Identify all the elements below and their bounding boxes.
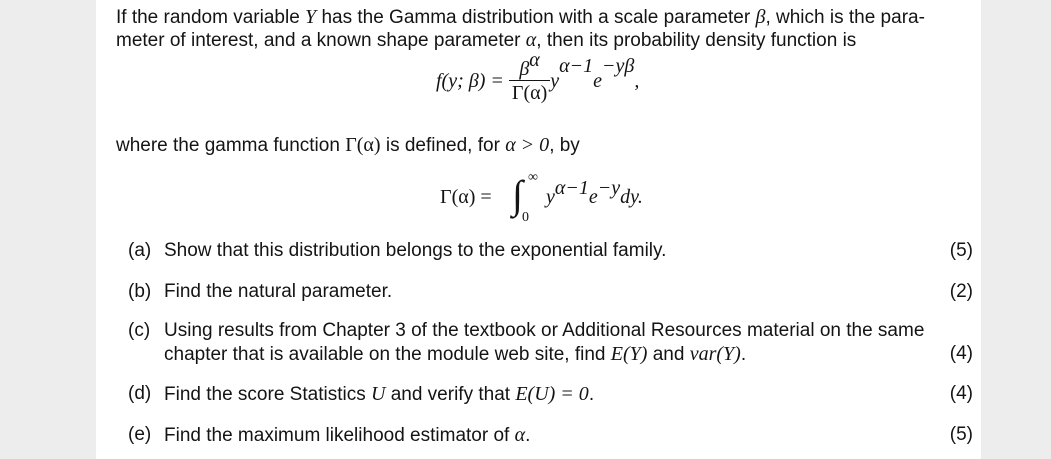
pdf-rhs-e-exponent: −yβ <box>602 55 635 78</box>
math-score-u: U <box>370 383 386 405</box>
integrand <box>546 177 643 209</box>
integrand-dy: dy. <box>620 186 643 208</box>
math-var-y: Y <box>305 6 317 28</box>
question-marks: (2) <box>949 281 973 302</box>
pdf-lhs: f(y; β) = <box>436 70 504 92</box>
question-text: . <box>588 384 595 405</box>
math-var-alpha: α <box>525 29 537 51</box>
question-label: (b) <box>128 281 152 302</box>
question-text-line-2 <box>164 343 746 366</box>
question-text: chapter that is available on the module web site, find <box>164 344 611 365</box>
left-margin <box>0 0 96 459</box>
math-expectation-u: E(U) = 0 <box>515 383 589 405</box>
integrand-e-exponent: −y <box>597 177 621 199</box>
intro-text: has the Gamma distribution with a scale parameter <box>316 7 756 28</box>
math-var-beta: β <box>755 6 766 28</box>
question-marks: (4) <box>949 383 973 404</box>
right-margin <box>981 0 1051 459</box>
gamma-lhs: Γ(α) = <box>440 186 492 208</box>
question-label: (e) <box>128 424 152 445</box>
pdf-numerator-exponent: α <box>529 49 540 71</box>
question-c <box>128 320 973 364</box>
gamma-text: , by <box>549 135 580 156</box>
integrand-e: e <box>588 186 598 208</box>
gamma-definition-line <box>116 134 976 157</box>
pdf-rhs-y: y <box>550 70 560 92</box>
intro-text: meter of interest, and a known shape parameter <box>116 30 526 51</box>
pdf-numerator: β <box>519 58 530 80</box>
math-alpha-condition: α > 0 <box>505 134 550 156</box>
question-label: (c) <box>128 320 151 341</box>
gamma-text: is defined, for <box>380 135 506 156</box>
question-text: Find the maximum likelihood estimator of <box>164 425 515 446</box>
question-text: Find the natural parameter. <box>164 281 393 302</box>
question-text: and verify that <box>385 384 516 405</box>
question-marks: (4) <box>949 343 973 364</box>
question-text-line <box>164 424 530 447</box>
math-gamma-alpha: Γ(α) <box>345 134 381 156</box>
gamma-equation <box>440 170 700 230</box>
math-variance-y: var(Y) <box>689 343 741 365</box>
math-var-alpha: α <box>514 424 526 446</box>
intro-line-2 <box>116 29 976 52</box>
question-text: Using results from Chapter 3 of the textbook or Additional Resources material on the same <box>164 320 925 341</box>
question-label: (a) <box>128 240 152 261</box>
intro-line-1 <box>116 6 976 29</box>
question-text-line <box>164 383 594 406</box>
question-text: and <box>647 344 690 365</box>
pdf-equation <box>436 49 640 104</box>
pdf-rhs-comma: , <box>634 70 640 92</box>
integrand-y: y <box>546 186 555 208</box>
pdf-denominator: Γ(α) <box>509 80 550 103</box>
question-text: . <box>740 344 747 365</box>
pdf-fraction <box>509 49 550 104</box>
integral-lower-limit: 0 <box>522 210 529 225</box>
integrand-y-exponent: α−1 <box>554 177 589 199</box>
intro-text: If the random variable <box>116 7 306 28</box>
gamma-text: where the gamma function <box>116 135 346 156</box>
intro-text: , which is the para- <box>765 7 925 28</box>
intro-text: , then its probability density function is <box>536 30 857 51</box>
question-text: Show that this distribution belongs to the exponential family. <box>164 240 667 261</box>
question-label: (d) <box>128 383 152 404</box>
integral-upper-limit: ∞ <box>528 170 538 185</box>
question-marks: (5) <box>949 240 973 261</box>
question-marks: (5) <box>949 424 973 445</box>
pdf-rhs-e: e <box>593 70 603 92</box>
integral-sign: ∫ <box>512 172 523 217</box>
pdf-rhs-y-exponent: α−1 <box>559 55 594 78</box>
question-text: . <box>525 425 531 446</box>
question-text: Find the score Statistics <box>164 384 371 405</box>
math-expectation-y: E(Y) <box>610 343 648 365</box>
